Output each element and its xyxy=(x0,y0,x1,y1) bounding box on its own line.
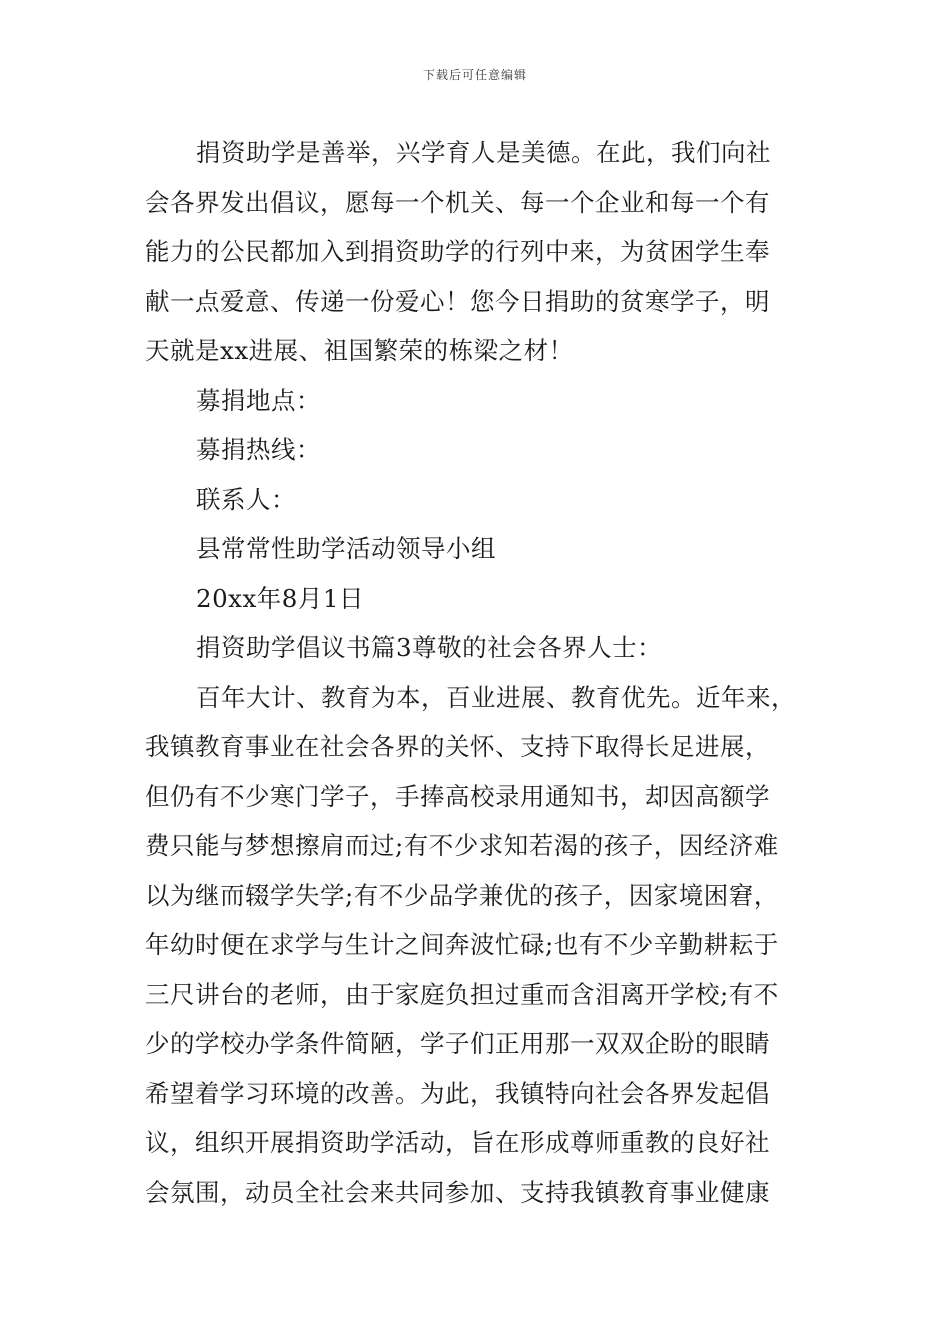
text-line: 县常常性助学活动领导小组 xyxy=(196,534,496,563)
text-line: 募捐地点： xyxy=(196,385,321,415)
text-line: 以为继而辍学失学;有不少品学兼优的孩子，因家境困窘， xyxy=(145,880,779,910)
page-header-note: 下载后可任意编辑 xyxy=(422,68,527,82)
text-line: 募捐热线： xyxy=(196,435,321,464)
text-line: 捐资助学是善举，兴学育人是美德。在此，我们向社 xyxy=(196,138,771,167)
text-line: 三尺讲台的老师，由于家庭负担过重而含泪离开学校;有不 xyxy=(145,979,779,1009)
text-line: 我镇教育事业在社会各界的关怀、支持下取得长足进展， xyxy=(145,732,770,761)
text-line: 费只能与梦想擦肩而过;有不少求知若渴的孩子，因经济难 xyxy=(145,831,779,860)
text-line: 联系人： xyxy=(196,484,296,514)
text-line: 但仍有不少寒门学子，手捧高校录用通知书，却因高额学 xyxy=(145,781,770,811)
text-line: 会各界发出倡议，愿每一个机关、每一个企业和每一个有 xyxy=(145,187,770,217)
text-line: 会氛围，动员全社会来共同参加、支持我镇教育事业健康 xyxy=(145,1177,770,1207)
text-line: 少的学校办学条件简陋，学子们正用那一双双企盼的眼睛 xyxy=(145,1029,770,1058)
text-line: 百年大计、教育为本，百业进展、教育优先。近年来， xyxy=(196,682,796,712)
text-line: 献一点爱意、传递一份爱心！您今日捐助的贫寒学子，明 xyxy=(145,286,770,316)
document-body xyxy=(145,128,807,1217)
text-line: 希望着学习环境的改善。为此，我镇特向社会各界发起倡 xyxy=(145,1078,770,1108)
text-line: 能力的公民都加入到捐资助学的行列中来，为贫困学生奉 xyxy=(145,237,770,266)
text-line: 议，组织开展捐资助学活动，旨在形成尊师重教的良好社 xyxy=(145,1128,770,1157)
text-line: 20xx年8月1日 xyxy=(196,583,364,613)
text-line: 天就是xx进展、祖国繁荣的栋梁之材！ xyxy=(145,336,574,365)
text-line: 捐资助学倡议书篇3尊敬的社会各界人士： xyxy=(196,633,663,662)
text-line: 年幼时便在求学与生计之间奔波忙碌;也有不少辛勤耕耘于 xyxy=(145,930,779,959)
